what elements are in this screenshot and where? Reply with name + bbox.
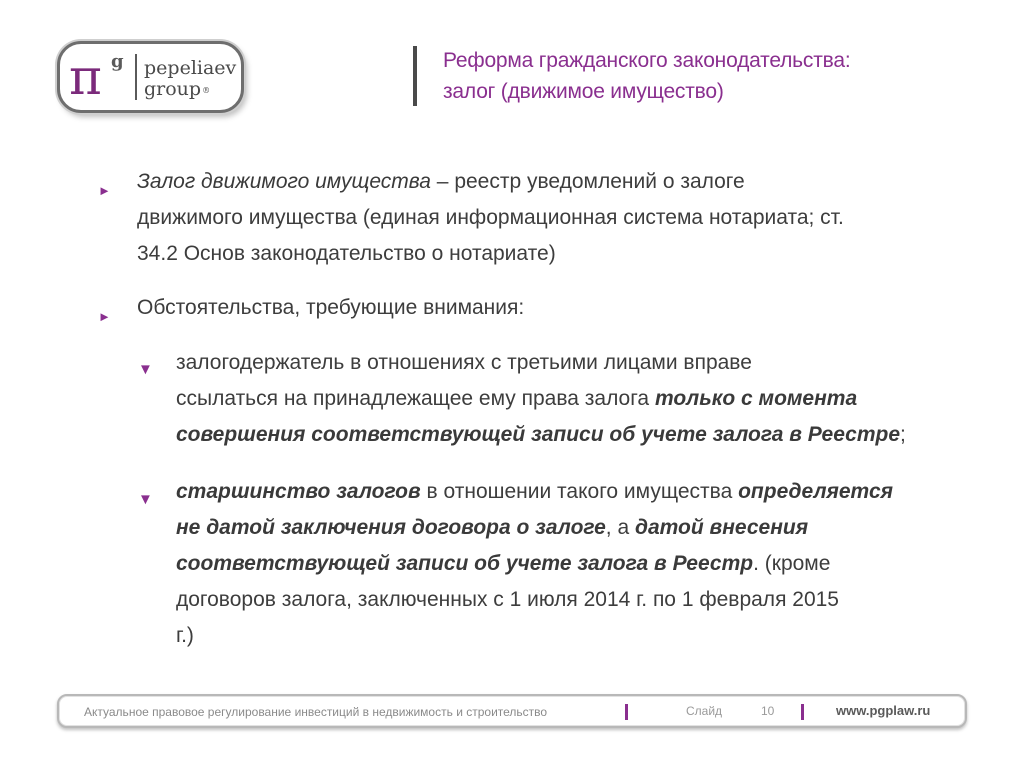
bullet-triangle-icon: ►: [98, 309, 111, 324]
plain-text: ;: [900, 423, 906, 446]
text-line: договоров залога, заключенных с 1 июля 2014 г. по 1 февраля 2015: [176, 588, 839, 611]
footer-divider: [801, 704, 804, 720]
text-line: залогодержатель в отношениях с третьими лицами вправе: [176, 351, 752, 374]
logo-name-text: group: [144, 78, 202, 100]
emphasis-text: не датой заключения договора о залоге: [176, 516, 606, 539]
footer-divider: [625, 704, 628, 720]
emphasis-text: старшинство залогов: [176, 480, 421, 503]
sub-bullet-triangle-icon: ▼: [138, 491, 153, 508]
emphasis-text: совершения соответствующей записи об учете залога в Реестре: [176, 423, 901, 446]
emphasis-text: датой внесения: [634, 516, 809, 539]
logo-divider: [135, 54, 137, 100]
text-line: [176, 546, 893, 582]
footer-slide-number: 10: [761, 704, 775, 718]
plain-text: – реестр уведомлений о залоге: [430, 170, 745, 193]
text-line: [176, 510, 893, 546]
sub-item-pledgeholder: [176, 345, 906, 453]
footer-slide-label: Слайд: [686, 704, 723, 718]
text-line: г.): [176, 624, 194, 647]
sub-bullet-triangle-icon: ▼: [138, 361, 153, 378]
plain-text: . (кроме: [753, 552, 831, 575]
plain-text: , а: [605, 516, 635, 539]
bullet-triangle-icon: ►: [98, 183, 111, 198]
company-logo: [57, 41, 244, 113]
logo-superscript: g: [111, 51, 124, 72]
text-line: Обстоятельства, требующие внимания:: [137, 296, 525, 319]
bullet-item-circumstances: [137, 290, 524, 326]
header-divider: [413, 46, 417, 106]
text-line: 34.2 Основ законодательство о нотариате): [137, 242, 556, 265]
plain-text: в отношении такого имущества: [420, 480, 739, 503]
emphasis-text: Залог движимого имущества: [137, 170, 431, 193]
logo-name-line1: pepeliaev: [144, 57, 237, 79]
logo-registered-mark: ®: [202, 86, 211, 95]
slide-title: [443, 45, 1003, 107]
footer-course-title: Актуальное правовое регулирование инвестиций в недвижимость и строительство: [84, 705, 548, 719]
text-line: [137, 164, 844, 200]
logo-pi-symbol: π: [69, 48, 102, 106]
slide-title-line1: Реформа гражданского законодательства:: [443, 49, 851, 72]
logo-name-line2: [144, 78, 209, 100]
emphasis-text: только с момента: [654, 387, 858, 410]
text-line: [176, 474, 893, 510]
slide-title-line2: залог (движимое имущество): [443, 80, 724, 103]
sub-item-seniority: [176, 474, 893, 654]
text-line: [176, 417, 906, 453]
text-line: [176, 381, 906, 417]
emphasis-text: соответствующей записи об учете залога в Реестр: [176, 552, 754, 575]
text-line: движимого имущества (единая информационная система нотариата; ст.: [137, 206, 844, 229]
footer-website-link[interactable]: www.pgplaw.ru: [836, 703, 931, 718]
bullet-item-pledge-registry: [137, 164, 844, 272]
plain-text: ссылаться на принадлежащее ему права залога: [176, 387, 655, 410]
slide-footer: [57, 694, 967, 728]
emphasis-text: определяется: [738, 480, 893, 503]
